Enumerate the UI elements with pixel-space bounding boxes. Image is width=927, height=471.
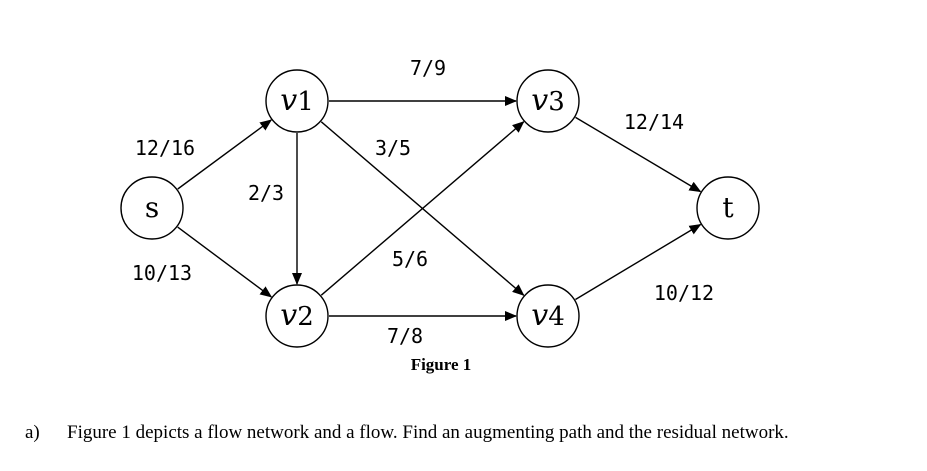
edge-label-v1-v3: 7/9 [409,56,447,80]
node-v3 [517,70,579,132]
question-text: Figure 1 depicts a flow network and a flow. Find an augmenting path and the residual network. [67,422,789,443]
edge-label-v4-t: 10/12 [653,281,715,305]
node-v2 [266,285,328,347]
node-label-sub-v3: 3 [548,87,565,117]
node-label-sub-v2: 2 [297,302,314,332]
node-label-v3 [531,83,565,118]
node-s [121,177,183,239]
edge-label-v2-v4: 7/8 [386,324,424,348]
figure-caption: Figure 1 [410,355,472,374]
node-label-sub-v4: 4 [548,302,565,332]
node-v4 [517,285,579,347]
node-label-s: s [144,191,160,224]
question-line [25,422,789,444]
edge-label-v1-v4: 3/5 [374,136,412,160]
node-v1 [266,70,328,132]
node-t [697,177,759,239]
edge-label-v3-t: 12/14 [623,110,685,134]
node-label-v1 [280,83,314,118]
edge-label-s-v1: 12/16 [134,136,196,160]
edge-label-v1-v2: 2/3 [247,181,285,205]
node-label-main-v4: v [531,298,549,333]
node-label-v4 [531,298,565,333]
node-label-main-v2: v [280,298,298,333]
node-label-sub-v1: 1 [297,87,314,117]
edge-label-v2-v3: 5/6 [391,247,429,271]
node-label-v2 [280,298,314,333]
node-label-main-v1: v [280,83,298,118]
edge-label-s-v2: 10/13 [131,261,193,285]
question-label: a) [25,422,40,443]
node-label-t: t [722,191,734,224]
node-label-main-v3: v [531,83,549,118]
